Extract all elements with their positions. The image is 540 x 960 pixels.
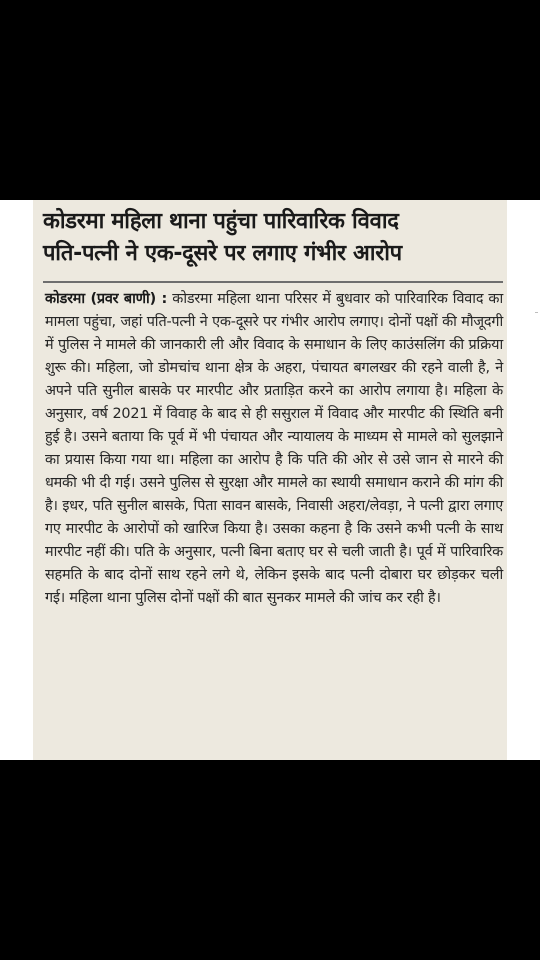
article-dateline: कोडरमा (प्रवर बाणी) : [45, 291, 168, 307]
newspaper-column [33, 200, 507, 760]
headline-line-2: पति-पत्नी ने एक-दूसरे पर लगाए गंभीर आरोप [43, 241, 402, 266]
headline [43, 206, 503, 270]
headline-line-1: कोडरमा महिला थाना पहुंचा पारिवारिक विवाद [43, 209, 399, 234]
headline-divider [43, 281, 503, 283]
article-body [45, 288, 503, 610]
newspaper-clipping [0, 200, 540, 760]
edge-mark [535, 312, 538, 313]
article-text: कोडरमा महिला थाना परिसर में बुधवार को पारिवारिक विवाद का मामला पहुंचा, जहां पति-पत्नी ने एक-दूसरे पर गंभीर आरोप लगाए। दोनों पक्षों की मौजूदगी में पुलिस ने मामले की जानकारी ली और विवाद के समाधान के लिए काउंसलिंग की प्रक्रिया शुरू की। महिला, जो डोमचांच थाना क्षेत्र के अहरा, पंचायत बगलखर की रहने वाली है, ने अपने पति सुनील बासके पर मारपीट और प्रताड़ित करने का आरोप लगाया है। महिला के अनुसार, वर्ष 2021 में विवाह के बाद से ही ससुराल में विवाद और मारपीट की स्थिति बनी हुई है। उसने बताया कि पूर्व में भी पंचायत और न्यायालय के माध्यम से मामले को सुलझाने का प्रयास किया गया था। महिला का आरोप है कि पति की ओर से उसे जान से मारने की धमकी भी दी गई। उसने पुलिस से सुरक्षा और मामले का स्थायी समाधान कराने की मांग की है। इधर, पति सुनील बासके, पिता सावन बासके, निवासी अहरा/लेवड़ा, ने पत्नी द्वारा लगाए गए मारपीट के आरोपों को खारिज किया है। उसका कहना है कि उसने कभी पत्नी के साथ मारपीट नहीं की। पति के अनुसार, पत्नी बिना बताए घर से चली जाती है। पूर्व में पारिवारिक सहमति के बाद दोनों साथ रहने लगे थे, लेकिन इसके बाद पत्नी दोबारा घर छोड़कर चली गई। महिला थाना पुलिस दोनों पक्षों की बात सुनकर मामले की जांच कर रही है। [45, 291, 504, 606]
